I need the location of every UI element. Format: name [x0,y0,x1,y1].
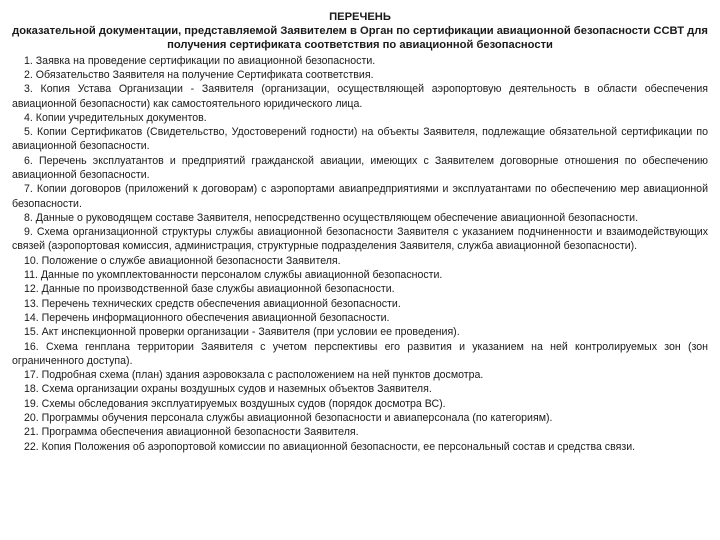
document-item: 3. Копия Устава Организации - Заявителя (организации, осуществляющей аэропортовую деятельность в области обеспечения авиационной безопасности) как самостоятельного юридического лица. [12,83,708,110]
document-item: 18. Схема организации охраны воздушных судов и наземных объектов Заявителя. [24,383,432,396]
document-item: 2. Обязательство Заявителя на получение Сертификата соответствия. [24,68,374,81]
document-item: 19. Схемы обследования эксплуатируемых воздушных судов (порядок досмотра ВС). [24,397,446,410]
document-item: 6. Перечень эксплуатантов и предприятий гражданской авиации, имеющих с Заявителем договорные отношения по обеспечению авиационной безопасности. [12,154,708,181]
document-item: 20. Программы обучения персонала службы авиационной безопасности и авиаперсонала (по категориям). [24,412,553,425]
document-item: 4. Копии учредительных документов. [24,111,207,124]
document-item: 11. Данные по укомплектованности персоналом службы авиационной безопасности. [24,269,443,282]
document-title: ПЕРЕЧЕНЬ [329,11,391,23]
document-item: 15. Акт инспекционной проверки организации - Заявителя (при условии ее проведения). [24,326,460,339]
document-item: 21. Программа обеспечения авиационной безопасности Заявителя. [24,426,359,439]
document-item: 10. Положение о службе авиационной безопасности Заявителя. [24,254,341,267]
document-item: 7. Копии договоров (приложений к договорам) с аэропортами авиапредприятиями и эксплуатантами по обеспечению мер авиационной безопасности. [12,183,708,210]
document-item: 22. Копия Положения об аэропортовой комиссии по авиационной безопасности, ее персональный состав и средства связи. [24,440,636,453]
document-item: 17. Подробная схема (план) здания аэровокзала с расположением на ней пунктов досмотра. [24,369,484,382]
document-item: 9. Схема организационной структуры службы авиационной безопасности Заявителя с указанием подчиненности и взаимодействующих связей (аэропортовая комиссия, администрация, структурные подразделения Заявителя, служба авиационной безопасности). [12,226,708,253]
document-subtitle: доказательной документации, представляемой Заявителем в Орган по сертификации авиационной безопасности ССВТ для получения сертификата соответствия по авиационной безопасности [12,25,708,52]
document-item: 8. Данные о руководящем составе Заявителя, непосредственно осуществляющем обеспечение авиационной безопасности. [24,211,639,224]
document-item: 16. Схема генплана территории Заявителя с учетом перспективы его развития и указанием на ней контролируемых зон (зон ограниченного доступа). [12,340,708,367]
document-item-list [12,54,708,454]
document-item: 13. Перечень технических средств обеспечения авиационной безопасности. [24,297,401,310]
document-item: 12. Данные по производственной базе службы авиационной безопасности. [24,283,395,296]
document-item: 5. Копии Сертификатов (Свидетельство, Удостоверений годности) на объекты Заявителя, подлежащие обязательной сертификации по авиационной безопасности. [12,126,708,153]
document-item: 14. Перечень информационного обеспечения авиационной безопасности. [24,311,390,324]
document-item: 1. Заявка на проведение сертификации по авиационной безопасности. [24,54,376,67]
